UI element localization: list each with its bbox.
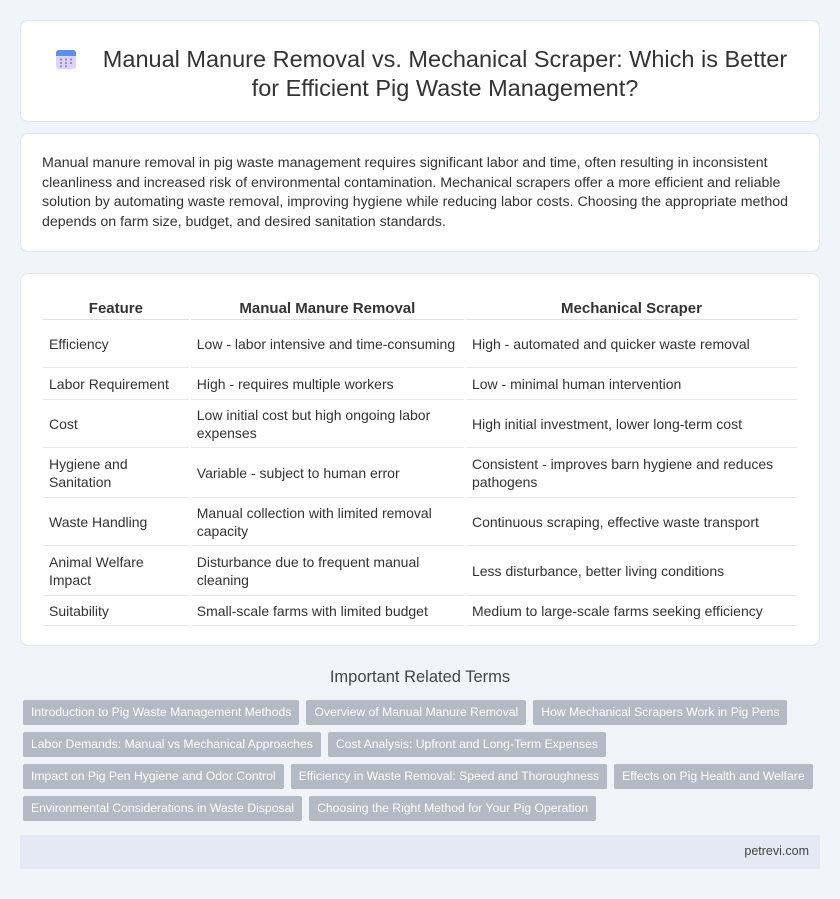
manual-cell: Low initial cost but high ongoing labor expenses [191,400,464,448]
table-row [43,596,797,626]
feature-cell: Suitability [43,596,189,626]
manual-cell: Variable - subject to human error [191,448,464,498]
page-title: Manual Manure Removal vs. Mechanical Scraper: Which is Better for Efficient Pig Waste Management? [102,46,788,101]
title-card [20,20,820,122]
tag-row [23,764,820,789]
tag-row [23,732,613,757]
calendar-icon [54,47,78,71]
related-term-tag[interactable]: Impact on Pig Pen Hygiene and Odor Control [23,764,284,789]
manual-cell: High - requires multiple workers [191,368,464,400]
table-row [43,400,797,448]
related-term-tag[interactable]: Effects on Pig Health and Welfare [614,764,812,789]
feature-cell: Efficiency [43,320,189,368]
feature-cell: Hygiene and Sanitation [43,448,189,498]
manual-cell: Manual collection with limited removal capacity [191,498,464,546]
manual-cell: Low - labor intensive and time-consuming [191,320,464,368]
footer-site[interactable]: petrevi.com [744,844,809,858]
table-row [43,320,797,368]
table-row [43,546,797,596]
manual-cell: Small-scale farms with limited budget [191,596,464,626]
feature-cell: Cost [43,400,189,448]
header-manual: Manual Manure Removal [191,298,464,320]
related-term-tag[interactable]: Choosing the Right Method for Your Pig Operation [309,796,596,821]
tag-row [23,796,603,821]
related-term-tag[interactable]: Introduction to Pig Waste Management Methods [23,700,299,725]
intro-card [20,133,820,252]
related-term-tag[interactable]: Environmental Considerations in Waste Disposal [23,796,302,821]
mechanical-cell: Low - minimal human intervention [466,368,797,400]
related-term-tag[interactable]: Labor Demands: Manual vs Mechanical Approaches [23,732,321,757]
feature-cell: Animal Welfare Impact [43,546,189,596]
mechanical-cell: Consistent - improves barn hygiene and reduces pathogens [466,448,797,498]
manual-cell: Disturbance due to frequent manual cleaning [191,546,464,596]
mechanical-cell: Less disturbance, better living conditions [466,546,797,596]
related-terms-title: Important Related Terms [329,668,511,686]
footer [20,835,820,869]
header-mechanical: Mechanical Scraper [466,298,797,320]
table-header-row [43,298,797,320]
related-term-tag[interactable]: Cost Analysis: Upfront and Long-Term Expenses [328,732,606,757]
feature-cell: Waste Handling [43,498,189,546]
table-row [43,368,797,400]
comparison-table [41,298,799,626]
mechanical-cell: High - automated and quicker waste removal [466,320,797,368]
mechanical-cell: Continuous scraping, effective waste transport [466,498,797,546]
table-row [43,448,797,498]
comparison-card [20,273,820,646]
related-term-tag[interactable]: How Mechanical Scrapers Work in Pig Pens [533,700,787,725]
tag-row [23,700,794,725]
feature-cell: Labor Requirement [43,368,189,400]
related-term-tag[interactable]: Overview of Manual Manure Removal [306,700,526,725]
intro-text: Manual manure removal in pig waste management requires significant labor and time, often resulting in inconsistent cleanliness and increased risk of environmental contamination. Mechanical scrapers offer a more efficient and reliable solution by automating waste removal, improving hygiene while reducing labor costs. Choosing the appropriate method depends on farm size, budget, and desired sanitation standards. [42,155,789,230]
table-row [43,498,797,546]
header-feature: Feature [43,298,189,320]
related-term-tag[interactable]: Efficiency in Waste Removal: Speed and Thoroughness [291,764,608,789]
mechanical-cell: Medium to large-scale farms seeking efficiency [466,596,797,626]
mechanical-cell: High initial investment, lower long-term cost [466,400,797,448]
